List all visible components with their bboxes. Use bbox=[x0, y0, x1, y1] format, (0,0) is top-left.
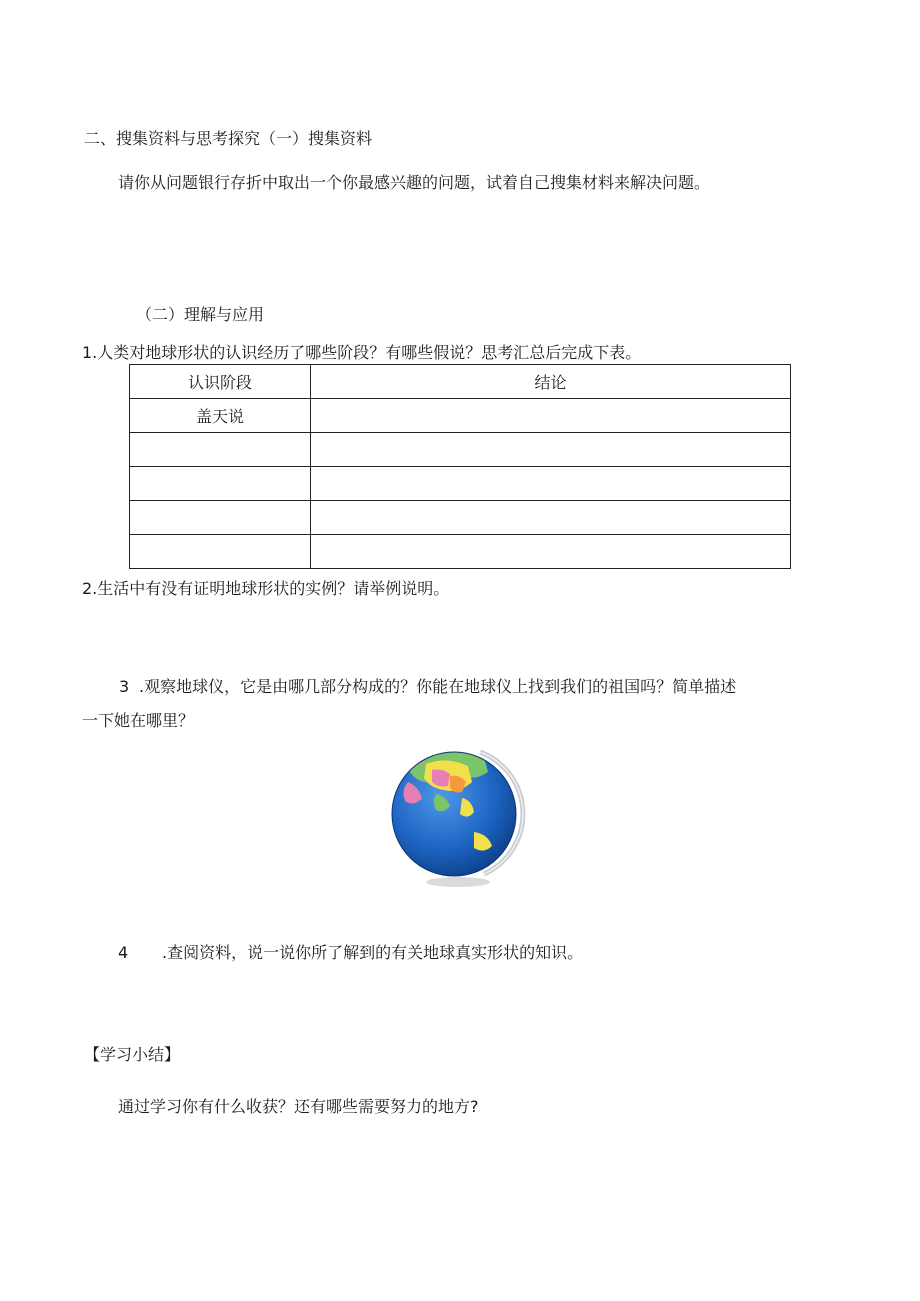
globe-icon bbox=[388, 742, 528, 892]
table-header-row bbox=[130, 365, 791, 399]
summary-prompt: 通过学习你有什么收获？还有哪些需要努力的地方? bbox=[118, 1097, 479, 1116]
header-stage: 认识阶段 bbox=[130, 365, 311, 399]
table-cell[interactable] bbox=[130, 501, 311, 535]
question-4-text: .查阅资料，说一说你所了解到的有关地球真实形状的知识。 bbox=[162, 943, 584, 962]
table-cell[interactable] bbox=[311, 535, 791, 569]
question-4-number: 4 bbox=[118, 943, 129, 962]
table-cell[interactable] bbox=[311, 399, 791, 433]
part-heading: （二）理解与应用 bbox=[136, 305, 265, 324]
table-row bbox=[130, 501, 791, 535]
table-row bbox=[130, 399, 791, 433]
question-3-line-1: .观察地球仪，它是由哪几部分构成的？你能在地球仪上找到我们的祖国吗？简单描述 bbox=[139, 677, 737, 696]
question-3-number: 3 bbox=[119, 677, 130, 696]
question-2: 2.生活中有没有证明地球形状的实例？请举例说明。 bbox=[82, 579, 450, 598]
table-cell[interactable] bbox=[311, 433, 791, 467]
table-cell[interactable] bbox=[130, 433, 311, 467]
question-1: 1.人类对地球形状的认识经历了哪些阶段？有哪些假说？思考汇总后完成下表。 bbox=[82, 343, 642, 362]
table-cell[interactable] bbox=[311, 501, 791, 535]
section-instruction: 请你从问题银行存折中取出一个你最感兴趣的问题，试着自己搜集材料来解决问题。 bbox=[118, 173, 711, 192]
table-cell[interactable] bbox=[130, 535, 311, 569]
table-row bbox=[130, 467, 791, 501]
summary-heading: 【学习小结】 bbox=[84, 1045, 181, 1064]
table-row bbox=[130, 535, 791, 569]
table-cell[interactable] bbox=[130, 467, 311, 501]
header-conclusion: 结论 bbox=[311, 365, 791, 399]
table-cell[interactable] bbox=[311, 467, 791, 501]
stages-table bbox=[129, 364, 791, 569]
table-cell[interactable]: 盖天说 bbox=[130, 399, 311, 433]
section-heading: 二、搜集资料与思考探究（一）搜集资料 bbox=[84, 129, 373, 148]
question-3-line-2: 一下她在哪里？ bbox=[82, 711, 195, 730]
table-row bbox=[130, 433, 791, 467]
